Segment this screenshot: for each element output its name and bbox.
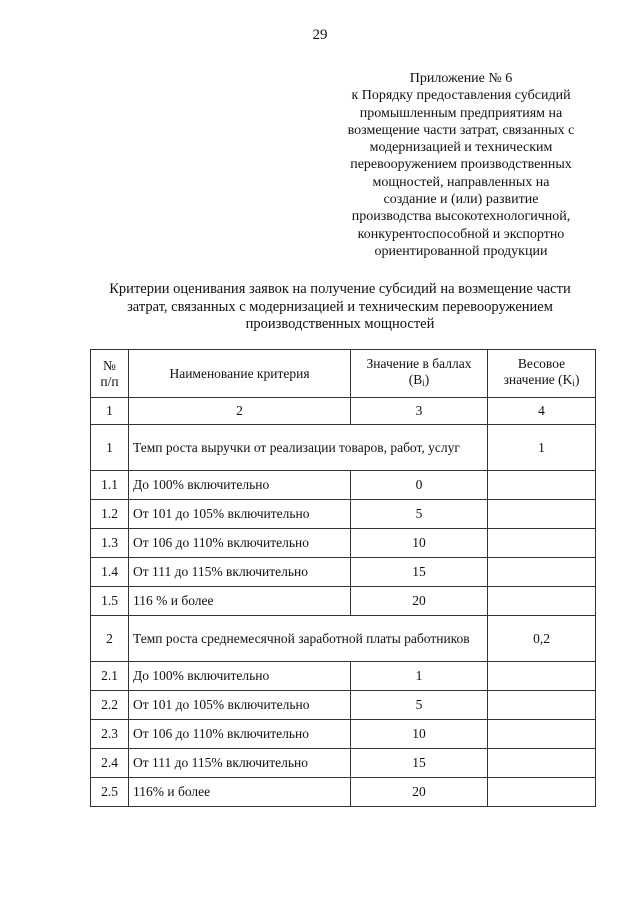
column-number-cell: 4 [488,398,596,425]
column-number-cell: 3 [351,398,488,425]
criterion-group-row [91,616,596,662]
criterion-row [91,778,596,807]
group-name: Темп роста выручки от реализации товаров, работ, услуг [129,425,488,471]
row-score: 0 [351,471,488,500]
row-name: 116% и более [129,778,351,807]
row-weight-empty [488,471,596,500]
criterion-row [91,500,596,529]
appendix-line: перевооружением производственных [350,157,572,173]
appendix-line: к Порядку предоставления субсидий [351,88,571,104]
page-number: 29 [312,27,328,43]
row-number: 2.4 [91,749,129,778]
row-score: 20 [351,587,488,616]
header-score-label: (B [408,372,423,387]
header-name-cell [129,350,351,398]
row-number: 1.5 [91,587,129,616]
row-weight-empty [488,691,596,720]
header-number-cell [91,350,129,398]
header-weight-label: ) [574,372,580,387]
row-name: От 106 до 110% включительно [129,529,351,558]
row-weight-empty [488,662,596,691]
row-name: От 111 до 115% включительно [129,558,351,587]
row-score: 10 [351,720,488,749]
criterion-row [91,749,596,778]
appendix-line: создание и (или) развитие [383,192,539,208]
title-line: затрат, связанных с модернизацией и техническим перевооружением [127,298,553,315]
appendix-line: промышленным предприятиям на [359,105,563,121]
row-name: До 100% включительно [129,662,351,691]
title-line: Критерии оценивания заявок на получение субсидий на возмещение части [109,281,571,297]
row-name: До 100% включительно [129,471,351,500]
row-number: 2.5 [91,778,129,807]
row-score: 15 [351,749,488,778]
criterion-row [91,662,596,691]
criteria-table [90,349,596,807]
criterion-row [91,587,596,616]
appendix-line: Приложение № 6 [409,71,513,86]
header-score-subscript: i [422,378,425,388]
header-weight-subscript: i [572,378,575,388]
group-number: 2 [91,616,129,662]
header-number-label: № [103,357,116,373]
row-name: От 101 до 105% включительно [129,691,351,720]
row-weight-empty [488,778,596,807]
table-header-row [91,350,596,398]
document-title [90,281,590,334]
row-number: 1.1 [91,471,129,500]
criterion-row [91,558,596,587]
row-number: 1.3 [91,529,129,558]
column-number-cell: 1 [91,398,129,425]
row-number: 2.3 [91,720,129,749]
row-number: 2.1 [91,662,129,691]
header-score-label: ) [424,372,430,387]
criterion-group-row [91,425,596,471]
header-score-cell [351,350,488,398]
header-name-label: Наименование критерия [169,365,310,381]
column-number-cell: 2 [129,398,351,425]
criterion-row [91,471,596,500]
group-weight: 1 [488,425,596,471]
row-name: 116 % и более [129,587,351,616]
row-weight-empty [488,500,596,529]
header-score-label: Значение в баллах [366,356,472,371]
row-weight-empty [488,720,596,749]
header-weight-label: Весовое [517,356,566,371]
criterion-row [91,691,596,720]
appendix-line: мощностей, направленных на [372,174,550,190]
row-number: 1.2 [91,500,129,529]
row-name: От 111 до 115% включительно [129,749,351,778]
header-weight-label: значение (K [503,372,573,387]
row-score: 5 [351,691,488,720]
title-line: производственных мощностей [245,316,435,332]
row-weight-empty [488,749,596,778]
row-name: От 106 до 110% включительно [129,720,351,749]
criterion-row [91,720,596,749]
row-weight-empty [488,529,596,558]
group-number: 1 [91,425,129,471]
row-number: 1.4 [91,558,129,587]
appendix-line: производства высокотехнологичной, [351,209,571,225]
row-score: 1 [351,662,488,691]
row-score: 20 [351,778,488,807]
row-score: 5 [351,500,488,529]
criterion-row [91,529,596,558]
group-weight: 0,2 [488,616,596,662]
appendix-line: модернизацией и техническим [369,140,553,156]
row-name: От 101 до 105% включительно [129,500,351,529]
header-number-label: п/п [100,373,119,389]
appendix-block [330,70,592,260]
appendix-line: ориентированной продукции [374,243,548,259]
header-weight-cell [488,350,596,398]
column-number-row [91,398,596,425]
row-weight-empty [488,558,596,587]
row-weight-empty [488,587,596,616]
appendix-line: возмещение части затрат, связанных с [347,122,575,138]
row-number: 2.2 [91,691,129,720]
row-score: 10 [351,529,488,558]
group-name: Темп роста среднемесячной заработной платы работников [129,616,488,662]
row-score: 15 [351,558,488,587]
appendix-line: конкурентоспособной и экспортно [357,226,565,242]
